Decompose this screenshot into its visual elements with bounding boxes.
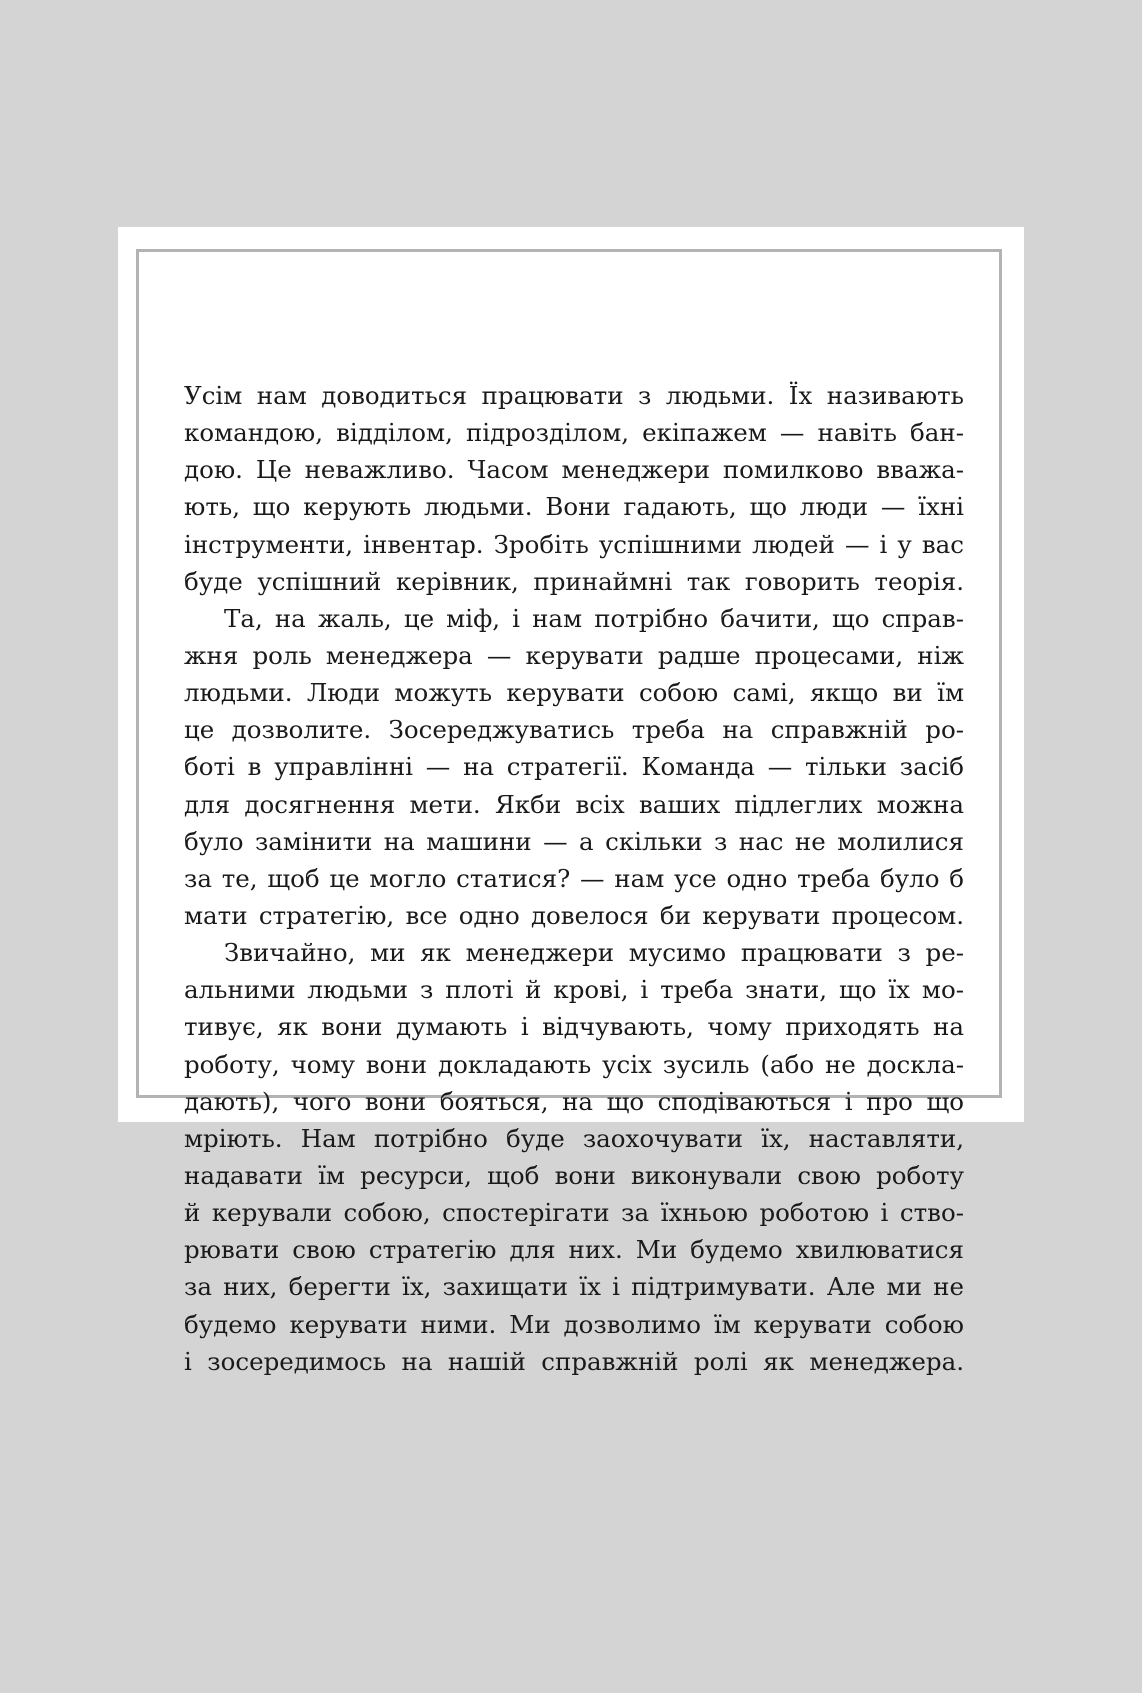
- text-line: будемо керувати ними. Ми дозволимо їм керувати собою: [184, 1309, 964, 1339]
- text-line: боті в управлінні — на стратегії. Команда — тільки засіб: [184, 752, 964, 782]
- text-line: жня роль менеджера — керувати радше процесами, ніж: [184, 640, 964, 670]
- text-line: роботу, чому вони докладають усіх зусиль (або не доскла-: [184, 1049, 964, 1079]
- text-line: Звичайно, ми як менеджери мусимо працювати з ре-: [224, 938, 964, 968]
- text-line: дають), чого вони бояться, на що сподіваються і про що: [184, 1086, 964, 1116]
- text-line: командою, відділом, підрозділом, екіпажем — навіть бан-: [184, 418, 964, 448]
- text-line: надавати їм ресурси, щоб вони виконували свою роботу: [184, 1160, 964, 1190]
- text-line: й керували собою, спостерігати за їхньою роботою і ство-: [184, 1198, 964, 1228]
- text-line: тивує, як вони думають і відчувають, чому приходять на: [184, 1012, 964, 1042]
- text-line: Усім нам доводиться працювати з людьми. Їх називають: [184, 381, 964, 410]
- text-line: альними людьми з плоті й крові, і треба знати, що їх мо-: [184, 975, 964, 1005]
- text-line: дою. Це неважливо. Часом менеджери помилково вважа-: [184, 455, 964, 485]
- text-line: за те, щоб це могло статися? — нам усе одно треба було б: [184, 863, 964, 893]
- text-line: рювати свою стратегію для них. Ми будемо хвилюватися: [184, 1235, 964, 1265]
- book-page: [118, 227, 1024, 1376]
- text-line: інструменти, інвентар. Зробіть успішними людей — і у вас: [184, 529, 964, 559]
- text-line: і зосередимось на нашій справжній ролі як менеджера.: [184, 1346, 964, 1376]
- text-line: для досягнення мети. Якби всіх ваших підлеглих можна: [184, 789, 964, 819]
- text-line: за них, берегти їх, захищати їх і підтримувати. Але ми не: [184, 1272, 964, 1302]
- text-line: людьми. Люди можуть керувати собою самі, якщо ви їм: [184, 678, 964, 708]
- text-line: Та, на жаль, це міф, і нам потрібно бачити, що справ-: [224, 603, 964, 633]
- text-line: це дозволите. Зосереджуватись треба на справжній ро-: [184, 715, 964, 745]
- text-line: мати стратегію, все одно довелося би керувати процесом.: [184, 900, 964, 930]
- body-text: [184, 377, 964, 1380]
- text-line: було замінити на машини — а скільки з нас не молилися: [184, 826, 964, 856]
- text-line: буде успішний керівник, принаймні так говорить теорія.: [184, 566, 964, 596]
- text-line: ють, що керують людьми. Вони гадають, що люди — їхні: [184, 492, 964, 522]
- text-line: мріють. Нам потрібно буде заохочувати їх, наставляти,: [184, 1123, 964, 1153]
